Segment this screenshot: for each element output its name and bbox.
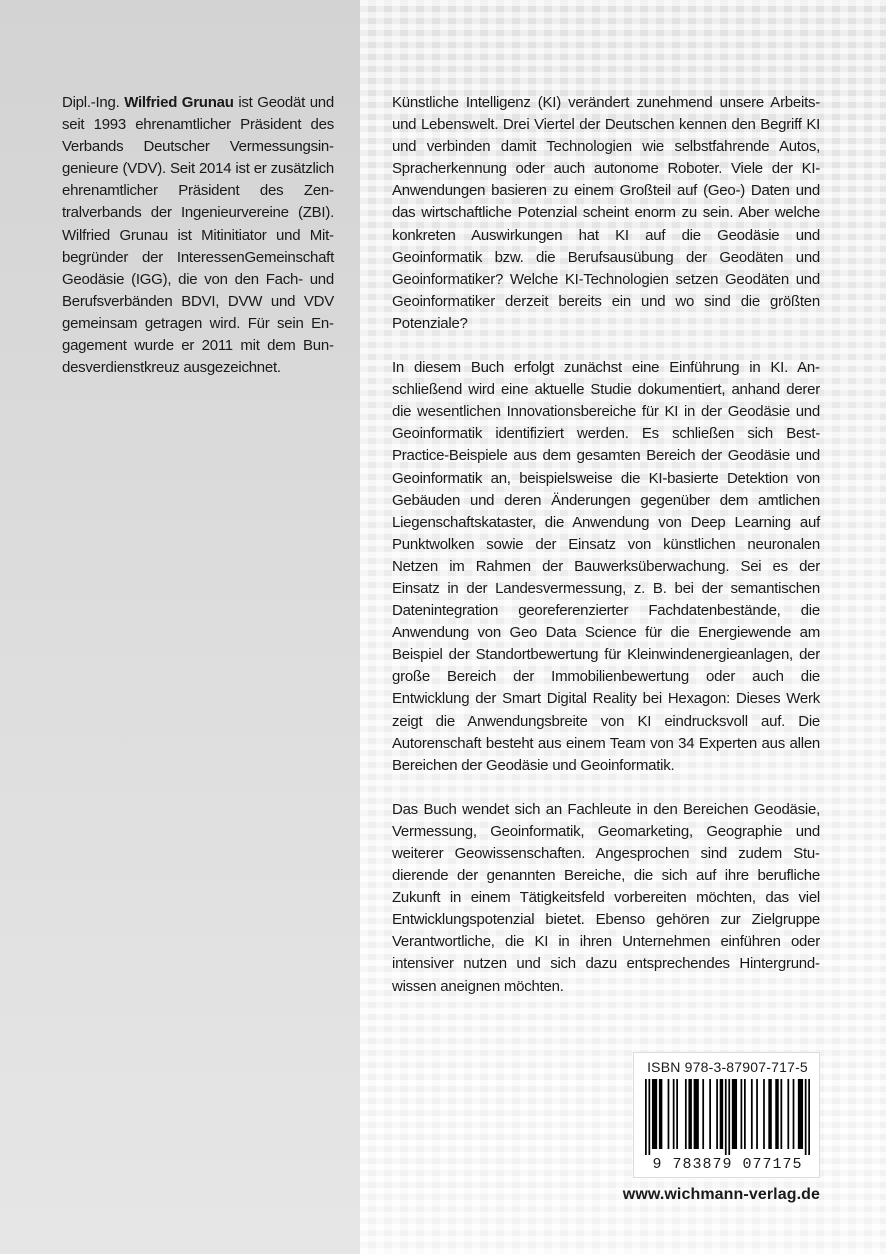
isbn-barcode	[633, 1052, 820, 1178]
barcode-bar-6	[676, 1079, 678, 1149]
barcode-bar-24	[780, 1079, 782, 1149]
barcode-bar-21	[763, 1079, 765, 1149]
book-blurb	[392, 92, 820, 1020]
author-name: Wilfried Grunau	[124, 94, 234, 111]
blurb-paragraph-2: In diesem Buch erfolgt zunächst eine Einführung in KI. Anschließend wird eine aktuelle Studie dokumentiert, anhand derer die wesentlichen Innovationsbereiche für KI in der Geodäsie und Geoinformatik identifiziert werden. Es schließen sich Best-Practice-Beispiele aus dem gesamten Bereich der Geodäsie und Geoinformatik an, beispielsweise die KI-basierte Detektion von Gebäuden und deren Änderungen gegenüber dem amtlichen Liegenschaftskataster, die Anwendung von Deep Learning auf Punktwolken sowie der Einsatz von künstlichen neuronalen Netzen im Rahmen der Bauwerksüberwachung. Sei es der Einsatz in der Landesvermessung, z. B. bei der semantischen Datenintegration georeferenzierter Fachdatenbestände, die Anwendung von Geo Data Science für die Energiewende am Beispiel der Standortbewertung für Kleinwindenergieanlagen, der große Bereich der Immobilienbewertung oder auch die Entwicklung der Smart Digital Reality bei Hexagon: Dieses Werk zeigt die Anwendungsbreite von KI eindrucksvoll auf. Die Autorenschaft besteht aus einem Team von 34 Experten aus allen Bereichen der Geodäsie und Geoinformatik.	[392, 359, 820, 774]
author-prefix: Dipl.-Ing.	[62, 94, 120, 111]
barcode-bar-19	[751, 1079, 753, 1149]
barcode-bar-18	[744, 1079, 746, 1149]
barcode-bar-9	[694, 1079, 699, 1149]
barcode-bar-12	[716, 1079, 718, 1149]
barcode-bar-22	[768, 1079, 771, 1149]
barcode-bar-11	[709, 1079, 711, 1149]
barcode-bar-29	[808, 1079, 810, 1155]
barcode-bar-16	[732, 1079, 737, 1149]
barcode-bar-10	[702, 1079, 704, 1149]
author-bio	[62, 92, 334, 379]
blurb-paragraph-3: Das Buch wendet sich an Fachleute in den Bereichen Geodäsie, Vermessung, Geoinformatik, Geomarketing, Geographie und weiterer Geowissenschaften. Angesprochen sind zudem Studierende der genannten Bereiche, die sich auf ihre berufliche Zukunft in einem Tätigkeitsfeld vorbereiten möchten, das viel Entwicklungspotenzial bietet. Ebenso gehören zur Zielgruppe Verantwortliche, die KI in ihren Unternehmen einführen oder intensiver nutzen und sich dazu entsprechendes Hintergrundwissen aneignen möchten.	[392, 800, 820, 995]
barcode-bar-25	[787, 1079, 789, 1149]
author-bio-text: ist Geodät und seit 1993 ehrenamtlicher Präsident des Verbands Deutscher Vermessungsingenieure (VDV). Seit 2014 ist er zusätzlich ehrenamtlicher Präsident des Zentralverbands der Ingenieurvereine (ZBI). Wilfried Grunau ist Mitinitiator und Mitbegründer der InteressenGemeinschaft Geodäsie (IGG), die von den Fach- und Berufsverbänden BDVI, DVW und VDV gemeinsam getragen wird. Für sein Engagement wurde er 2011 mit dem Bundesverdienstkreuz ausgezeichnet.	[62, 94, 334, 377]
barcode-bar-7	[685, 1079, 687, 1149]
barcode-bar-5	[673, 1079, 675, 1149]
barcode-bar-0	[645, 1079, 647, 1155]
barcode-bar-17	[741, 1079, 743, 1149]
barcode-bar-3	[659, 1079, 662, 1149]
barcode-bar-20	[756, 1079, 758, 1149]
barcode-bar-1	[648, 1079, 650, 1155]
barcode-bars	[645, 1079, 810, 1155]
barcode-bar-2	[652, 1079, 657, 1149]
barcode-bar-15	[728, 1079, 730, 1155]
blurb-paragraph-1: Künstliche Intelligenz (KI) verändert zunehmend unsere Arbeits- und Lebenswelt. Drei Viertel der Deutschen kennen den Begriff KI und verbinden damit Technologien wie selbstfahrende Autos, Spracherkennung oder auch autonome Roboter. Viele der KI-Anwendungen basieren zu einem Großteil auf (Geo-) Daten und das wirtschaftliche Potenzial scheint enorm zu sein. Aber welche konkreten Auswirkungen hat KI auf die Geodäsie und Geoinformatik bzw. die Berufsausübung der Geodäten und Geoinformatiker? Welche KI-Technologien setzen Geodäten und Geoinformatiker derzeit bereits ein und wo sind die größten Potenziale?	[392, 94, 820, 332]
isbn-label: ISBN 978-3-87907-717-5	[647, 1059, 808, 1075]
barcode-bar-28	[805, 1079, 807, 1155]
barcode-bar-26	[793, 1079, 795, 1149]
barcode-bar-23	[775, 1079, 778, 1149]
barcode-digits: 9 783879 077175	[652, 1156, 803, 1173]
publisher-website[interactable]: www.wichmann-verlag.de	[622, 1186, 820, 1203]
barcode-bar-14	[725, 1079, 727, 1155]
barcode-bar-13	[720, 1079, 723, 1149]
barcode-bar-27	[798, 1079, 803, 1149]
barcode-bar-8	[688, 1079, 691, 1149]
barcode-bar-4	[668, 1079, 670, 1149]
